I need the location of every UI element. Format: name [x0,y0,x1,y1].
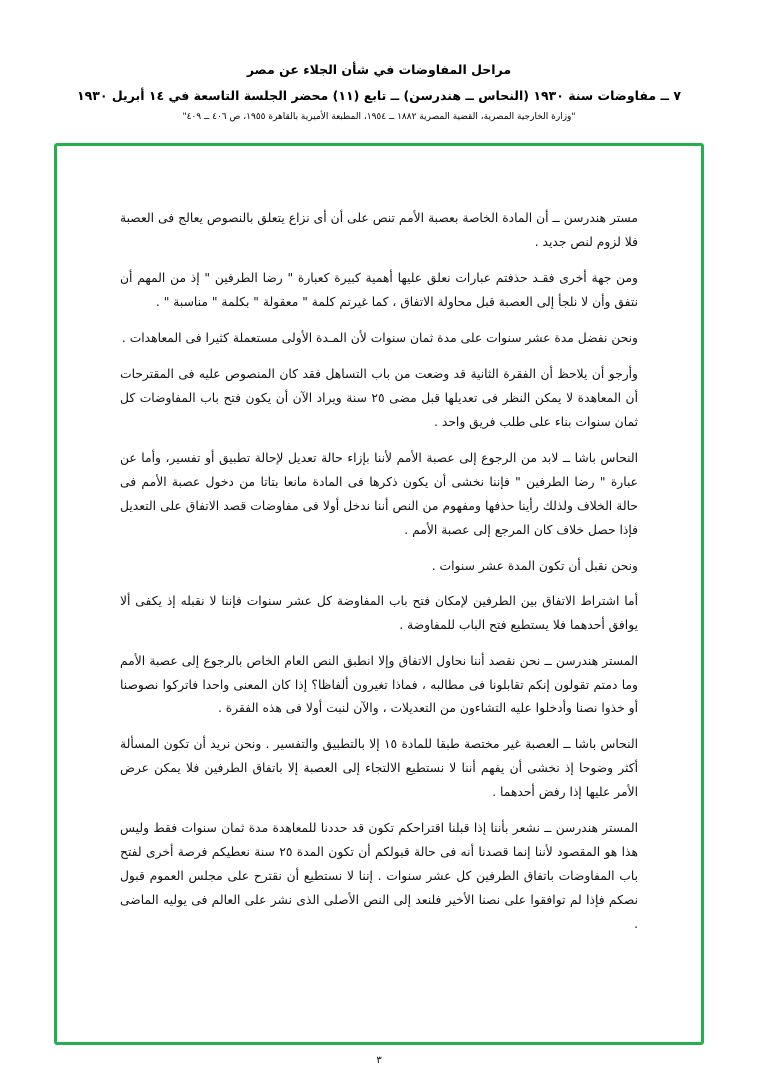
paragraph: مستر هندرسن ــ أن المادة الخاصة بعصبة الأمم تنص على أن أى نزاع يتعلق بالنصوص يعالج فى العصبة فلا لزوم لنص جديد . [120,211,638,249]
paragraph: وأرجو أن يلاحظ أن الفقرة الثانية قد وضعت من باب التساهل فقد كان المنصوص عليه فى المقترحات أن المعاهدة لا يمكن النظر فى تعديلها قبل مضى ٢٥ سنة ويراد الآن أن يكون فتح باب المفاوضات كل ثمان سنوات بناء على طلب فريق واحد . [120,366,638,429]
content-body [61,150,697,1038]
document-header [0,0,758,122]
page-subtitle: ٧ ــ مفاوضات سنة ١٩٣٠ (النحاس ــ هندرسن) ــ تابع (١١) محضر الجلسة التاسعة في ١٤ أبريل ١٩٣٠ [77,88,681,103]
content-frame [54,143,704,1045]
source-citation: "وزارة الخارجية المصرية، القضية المصرية ١٨٨٢ ــ ١٩٥٤، المطبعة الأميرية بالقاهرة ١٩٥٥، ص ٤٠٦ ــ ٤٠٩" [182,112,576,122]
page-number: ٣ [376,1055,382,1066]
paragraph: النحاس باشا ــ العصبة غير مختصة طبقا للمادة ١٥ إلا بالتطبيق والتفسير . ونحن نريد أن تكون المسألة أكثر وضوحا إذ نخشى أن يفهم أننا لا نستطيع الالتجاء إلى العصبة إلا باتفاق الطرفين فلا يمكن عرض الأمر عليها إذا رفض أحدهما . [120,737,638,800]
paragraph: ومن جهة أخرى فقـد حذفتم عبارات نعلق عليها أهمية كبيرة كعبارة " رضا الطرفين " إذ من المهم أن نتفق وأن لا نلجأ إلى العصبة قبل محاولة الاتفاق ، كما غيرتم كلمة " معقولة " بكلمة " مناسبة " . [120,270,638,309]
page-title: مراحل المفاوضات في شأن الجلاء عن مصر [246,62,512,77]
paragraph: النحاس باشا ــ لابد من الرجوع إلى عصبة الأمم لأننا بإزاء حالة تعديل لإحالة تطبيق أو تفسير، وأما عن عبارة " رضا الطرفين " فإننا نخشى أن يكون ذكرها فى المادة مانعا بتاتا من دخول عصبة الأمم فى حالة الخلاف ولذلك رأينا حذفها ومفهوم من النص أننا ندخل أولا فى مفاوضات قصد الاتفاق على التعديل فإذا حصل خلاف كان المرجع إلى عصبة الأمم . [120,450,638,537]
paragraph: المستر هندرسن ــ نشعر بأننا إذا قبلنا اقتراحكم تكون قد حددنا للمعاهدة مدة ثمان سنوات فقط وليس هذا هو المقصود لأننا إنما قصدنا أنه فى حالة قبولكم أن تكون المدة ٢٥ سنة نعطيكم فرصة أخرى لفتح باب المفاوضات باتفاق الطرفين كل عشر سنوات . إننا لا نستطيع أن نقترح على مجلس العموم قبول نصكم فإذا لم توافقوا على نصنا الأخير فلنعد إلى النص الأصلى الذى نشر على العالم فى يوليه الماضى . [120,821,638,932]
paragraph: أما اشتراط الاتفاق بين الطرفين لإمكان فتح باب المفاوضة كل عشر سنوات فإننا لا نقبله إذ يكفى ألا يوافق أحدهما فلا يستطيع فتح الباب للمفاوضة . [120,593,638,632]
paragraph: المستر هندرسن ــ نحن نقصد أننا نحاول الاتفاق وإلا انطبق النص العام الخاص بالرجوع إلى عصبة الأمم وما دمتم تقولون إنكم تقابلونا فى مطالبه ، فماذا تغيرون ألفاظا؟ إذا كان المعنى واحدا فاتركوا نصوصنا أو خذوا نصنا وأدخلوا عليه التشاءون من التعديلات ، والآن لنبت أولا فى هذه الفقرة . [120,653,638,716]
paragraph: ونحن نقبل أن تكون المدة عشر سنوات . [431,558,638,573]
paragraph: ونحن نفضل مدة عشر سنوات على مدة ثمان سنوات لأن المـدة الأولى مستعملة كثيرا فى المعاهدات . [121,330,638,345]
